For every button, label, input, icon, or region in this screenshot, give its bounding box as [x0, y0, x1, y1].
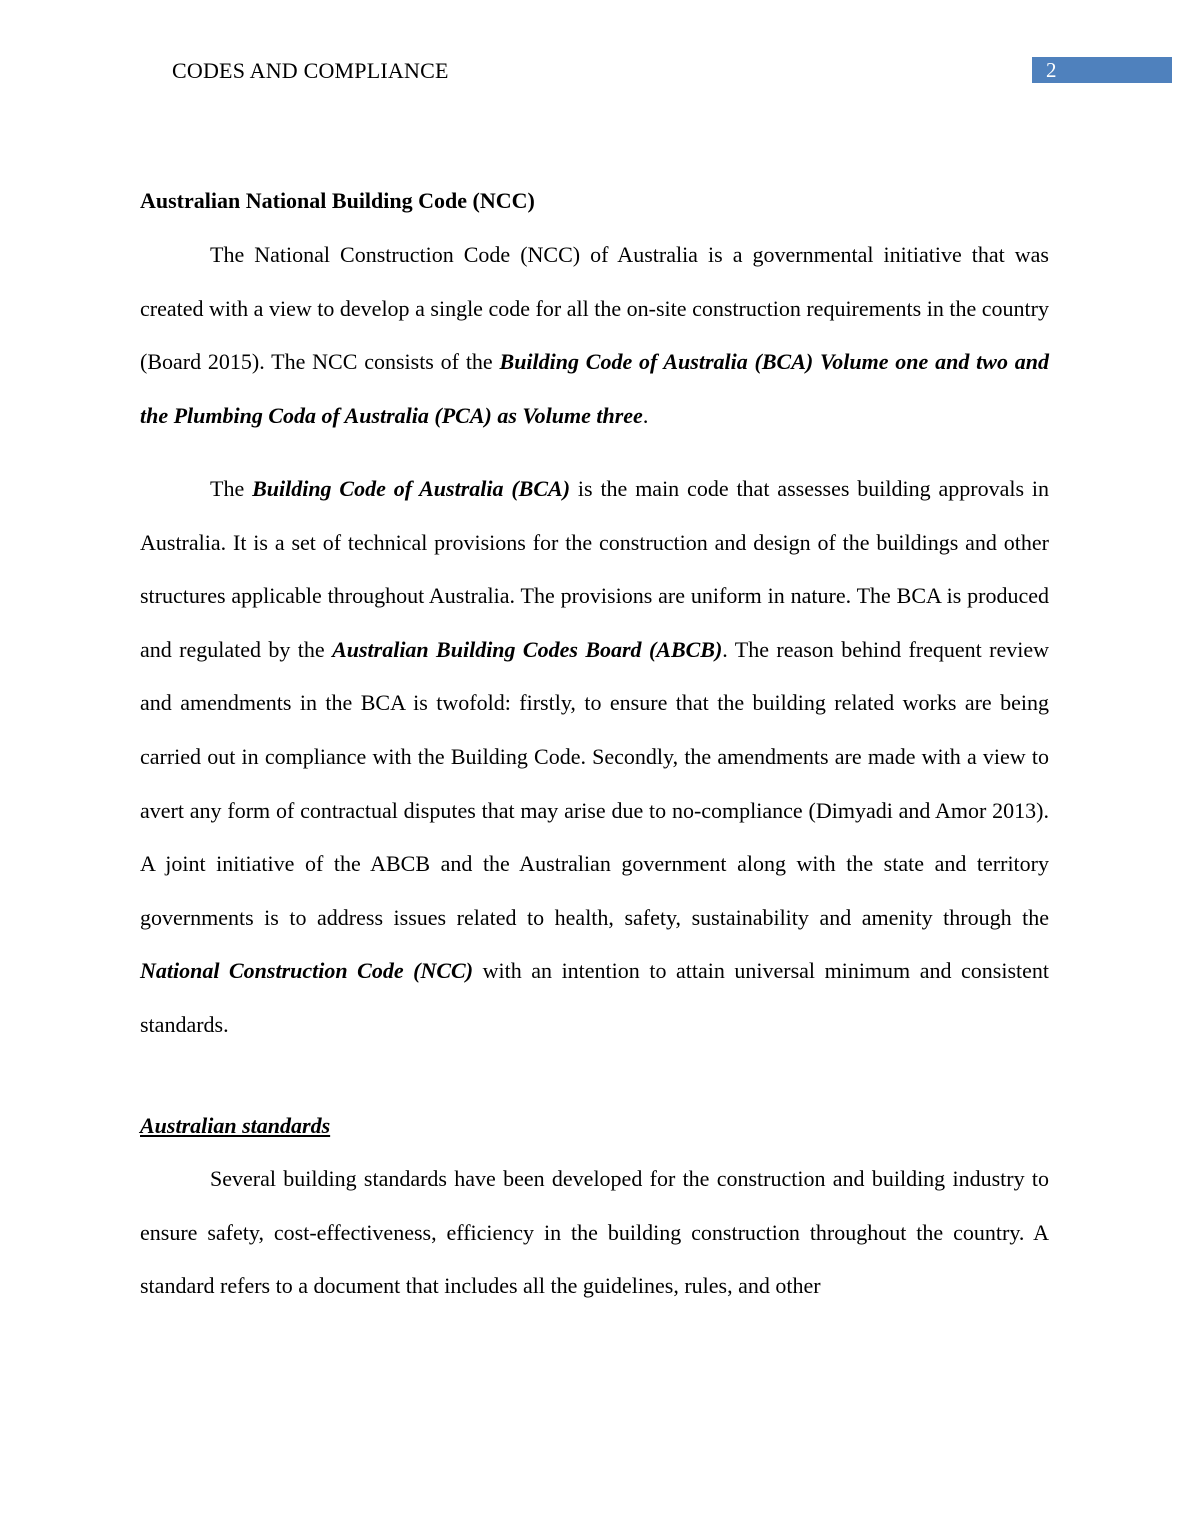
text-run: is the main code that assesses building approvals in Australia. It is a set of technical provisions for the construction and design of the buildings and other structures applicable throughout Australia. The provisions are uniform in nature. The BCA is produced and regulated by the — [140, 476, 1049, 662]
section-heading-ncc: Australian National Building Code (NCC) — [140, 188, 535, 213]
text-run: The National Construction Code (NCC) of Australia is a governmental initiative that was created with a view to develop a single code for all the on-site construction requirements in the country (Board 2015). The NCC consists of the — [140, 242, 1049, 375]
paragraph-bca — [140, 462, 1049, 1052]
text-run: Several building standards have been developed for the construction and building industry to ensure safety, cost-effectiveness, efficiency in the building construction throughout the country. A standard refers to a document that includes all the guidelines, rules, and other — [140, 1166, 1049, 1299]
emphasized-term: Australian Building Codes Board (ABCB) — [332, 636, 723, 662]
page-number: 2 — [1046, 58, 1057, 82]
section-standards-body — [140, 1152, 1049, 1313]
text-run: . The reason behind frequent review and amendments in the BCA is twofold: firstly, to ensure that the building related works are being carried out in compliance with the Building Code. Secondly, the amendments are made with a view to avert any form of contractual disputes that may arise due to no-compliance (Dimyadi and Amor 2013). A joint initiative of the ABCB and the Australian government along with the state and territory governments is to address issues related to health, safety, sustainability and amenity through the — [140, 636, 1049, 930]
section-bca-body — [140, 462, 1049, 1052]
text-run: . — [642, 402, 649, 428]
paragraph-ncc-intro — [140, 228, 1049, 442]
page-number-box — [1032, 57, 1172, 83]
emphasized-term: Building Code of Australia (BCA) Volume one and two and the Plumbing Coda of Australia (PCA) as Volume three — [140, 349, 1049, 428]
section-ncc-body — [140, 228, 1049, 442]
emphasized-term: National Construction Code (NCC) — [140, 958, 474, 984]
text-run: The — [210, 476, 253, 501]
text-run: with an intention to attain universal minimum and consistent standards. — [140, 958, 1050, 1037]
running-head: CODES AND COMPLIANCE — [172, 58, 449, 83]
paragraph-standards — [140, 1152, 1049, 1313]
section-heading-standards: Australian standards — [140, 1113, 331, 1138]
emphasized-term: Building Code of Australia (BCA) — [252, 476, 571, 501]
